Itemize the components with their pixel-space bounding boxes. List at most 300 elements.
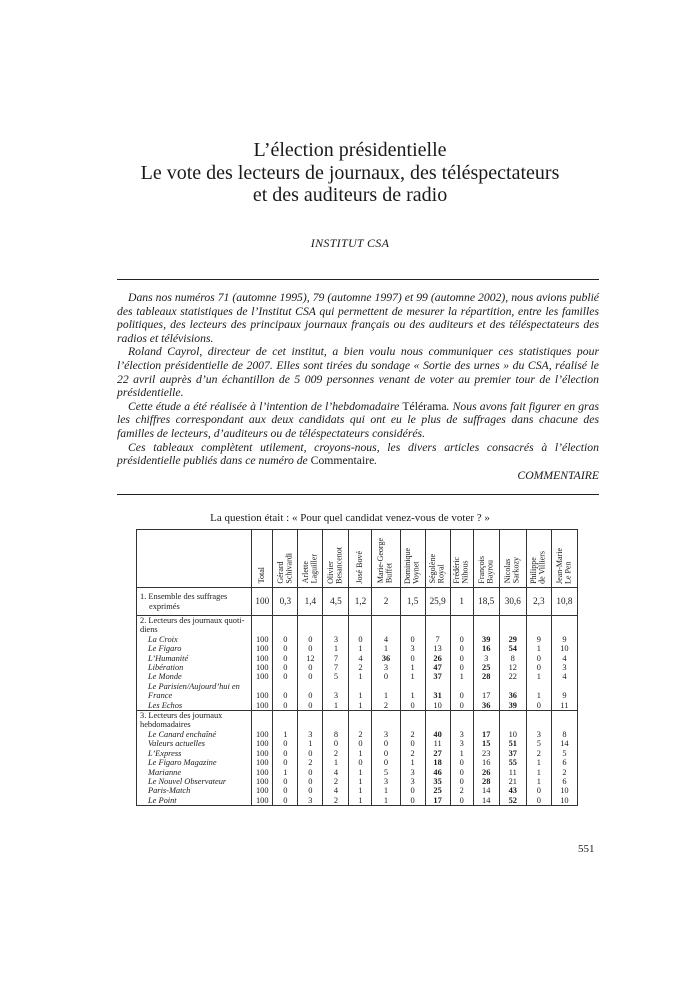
empty-cell bbox=[551, 616, 577, 626]
empty-cell bbox=[551, 720, 577, 729]
row-label: Le Point bbox=[137, 796, 252, 806]
empty-cell bbox=[526, 616, 551, 626]
empty-cell bbox=[551, 682, 577, 691]
value-cell: 28 bbox=[473, 777, 499, 786]
value-cell: 1 bbox=[400, 663, 425, 672]
value-cell: 0 bbox=[450, 635, 473, 644]
value-cell: 0 bbox=[298, 749, 323, 758]
value-cell: 4 bbox=[551, 654, 577, 663]
value-cell: 100 bbox=[252, 786, 273, 795]
empty-cell bbox=[400, 711, 425, 721]
table-row bbox=[137, 720, 578, 729]
value-cell: 11 bbox=[425, 739, 450, 748]
value-cell: 1 bbox=[450, 672, 473, 681]
value-cell: 16 bbox=[473, 644, 499, 653]
row-label: Le Parisien/Aujourd’hui en bbox=[137, 682, 252, 691]
table-row bbox=[137, 635, 578, 644]
row-label: Le Monde bbox=[137, 672, 252, 681]
value-cell: 100 bbox=[252, 701, 273, 711]
empty-cell bbox=[425, 616, 450, 626]
value-cell: 0 bbox=[400, 786, 425, 795]
row-label: Marianne bbox=[137, 768, 252, 777]
empty-cell bbox=[400, 625, 425, 634]
value-cell: 0 bbox=[349, 635, 372, 644]
value-cell: 17 bbox=[425, 796, 450, 806]
value-cell: 2 bbox=[372, 701, 400, 711]
intro-text bbox=[117, 291, 599, 468]
empty-cell bbox=[473, 682, 499, 691]
row-label: Paris-Match bbox=[137, 786, 252, 795]
intro-paragraph-3: Cette étude a été réalisée à l’intention de l’hebdomadaire Télérama. Nous avons fait figurer en gras les chiffres correspondant aux deux candidats qui ont eu le plus de suffrages dans chacune des familles de lecteurs, d’auditeurs ou de téléspectateurs considérés. bbox=[117, 399, 599, 440]
empty-cell bbox=[526, 682, 551, 691]
empty-cell bbox=[473, 625, 499, 634]
value-cell: 12 bbox=[298, 654, 323, 663]
empty-cell bbox=[252, 625, 273, 634]
value-cell: 1 bbox=[372, 796, 400, 806]
value-cell: 1 bbox=[273, 768, 298, 777]
empty-cell bbox=[298, 625, 323, 634]
empty-cell bbox=[372, 616, 400, 626]
value-cell: 1 bbox=[273, 730, 298, 739]
value-cell: 46 bbox=[425, 768, 450, 777]
top-divider bbox=[117, 279, 599, 280]
value-cell: 0 bbox=[298, 768, 323, 777]
value-cell: 1 bbox=[526, 777, 551, 786]
value-cell: 2 bbox=[551, 768, 577, 777]
value-cell: 3 bbox=[400, 768, 425, 777]
empty-cell bbox=[349, 625, 372, 634]
value-cell: 52 bbox=[499, 796, 526, 806]
value-cell: 4 bbox=[323, 768, 349, 777]
value-cell: 2 bbox=[349, 730, 372, 739]
value-cell: 39 bbox=[473, 635, 499, 644]
value-cell: 1,2 bbox=[349, 588, 372, 616]
value-cell: 3 bbox=[400, 644, 425, 653]
row-label: Le Nouvel Observateur bbox=[137, 777, 252, 786]
value-cell: 100 bbox=[252, 654, 273, 663]
value-cell: 0 bbox=[450, 701, 473, 711]
value-cell: 0 bbox=[298, 701, 323, 711]
value-cell: 17 bbox=[473, 730, 499, 739]
value-cell: 1 bbox=[323, 644, 349, 653]
header-blank-cell bbox=[137, 530, 252, 588]
empty-cell bbox=[450, 720, 473, 729]
value-cell: 8 bbox=[323, 730, 349, 739]
value-cell: 2 bbox=[323, 777, 349, 786]
table-row bbox=[137, 786, 578, 795]
empty-cell bbox=[372, 625, 400, 634]
empty-cell bbox=[252, 682, 273, 691]
value-cell: 100 bbox=[252, 691, 273, 700]
value-cell: 43 bbox=[499, 786, 526, 795]
value-cell: 1 bbox=[323, 701, 349, 711]
value-cell: 9 bbox=[551, 635, 577, 644]
row-label: La Croix bbox=[137, 635, 252, 644]
value-cell: 10,8 bbox=[551, 588, 577, 616]
value-cell: 5 bbox=[372, 768, 400, 777]
value-cell: 2 bbox=[400, 749, 425, 758]
empty-cell bbox=[298, 711, 323, 721]
value-cell: 0 bbox=[450, 691, 473, 700]
value-cell: 4 bbox=[372, 635, 400, 644]
value-cell: 0 bbox=[526, 796, 551, 806]
value-cell: 3 bbox=[473, 654, 499, 663]
table-row bbox=[137, 777, 578, 786]
value-cell: 4 bbox=[349, 654, 372, 663]
page-number: 551 bbox=[578, 843, 595, 855]
row-label: Libération bbox=[137, 663, 252, 672]
row-label: 3. Lecteurs des journaux bbox=[137, 711, 252, 721]
empty-cell bbox=[323, 616, 349, 626]
value-cell: 100 bbox=[252, 768, 273, 777]
value-cell: 1 bbox=[372, 644, 400, 653]
value-cell: 9 bbox=[551, 691, 577, 700]
value-cell: 3 bbox=[450, 730, 473, 739]
empty-cell bbox=[499, 720, 526, 729]
value-cell: 3 bbox=[372, 730, 400, 739]
column-header: Arlette Laguiller bbox=[298, 530, 323, 588]
row-label: Le Figaro Magazine bbox=[137, 758, 252, 767]
value-cell: 0 bbox=[273, 672, 298, 681]
value-cell: 0 bbox=[526, 786, 551, 795]
value-cell: 36 bbox=[372, 654, 400, 663]
value-cell: 0 bbox=[298, 691, 323, 700]
value-cell: 0 bbox=[400, 635, 425, 644]
value-cell: 0 bbox=[450, 663, 473, 672]
value-cell: 1 bbox=[349, 672, 372, 681]
value-cell: 4,5 bbox=[323, 588, 349, 616]
value-cell: 35 bbox=[425, 777, 450, 786]
row-label: 2. Lecteurs des journaux quoti- bbox=[137, 616, 252, 626]
article-subtitle-line1: Le vote des lecteurs de journaux, des téléspectateurs bbox=[140, 162, 560, 184]
value-cell: 1,5 bbox=[400, 588, 425, 616]
value-cell: 1 bbox=[349, 644, 372, 653]
value-cell: 1,4 bbox=[298, 588, 323, 616]
value-cell: 31 bbox=[425, 691, 450, 700]
table-row bbox=[137, 701, 578, 711]
bottom-divider bbox=[117, 494, 599, 495]
value-cell: 0 bbox=[273, 701, 298, 711]
empty-cell bbox=[349, 720, 372, 729]
value-cell: 1 bbox=[349, 701, 372, 711]
column-header: Philippe de Villiers bbox=[526, 530, 551, 588]
journal-name: Commentaire bbox=[310, 454, 375, 468]
value-cell: 3 bbox=[298, 730, 323, 739]
empty-cell bbox=[273, 711, 298, 721]
empty-cell bbox=[425, 720, 450, 729]
empty-cell bbox=[526, 625, 551, 634]
table-row bbox=[137, 644, 578, 653]
row-label: hebdomadaires bbox=[137, 720, 252, 729]
table-row-total bbox=[137, 588, 578, 616]
value-cell: 0 bbox=[450, 654, 473, 663]
value-cell: 100 bbox=[252, 730, 273, 739]
value-cell: 3 bbox=[400, 777, 425, 786]
value-cell: 0 bbox=[372, 739, 400, 748]
value-cell: 7 bbox=[323, 654, 349, 663]
table-row bbox=[137, 672, 578, 681]
value-cell: 0 bbox=[298, 672, 323, 681]
value-cell: 2 bbox=[298, 758, 323, 767]
table-row bbox=[137, 663, 578, 672]
empty-cell bbox=[400, 616, 425, 626]
value-cell: 2 bbox=[372, 588, 400, 616]
value-cell: 30,6 bbox=[499, 588, 526, 616]
value-cell: 40 bbox=[425, 730, 450, 739]
empty-cell bbox=[473, 711, 499, 721]
value-cell: 5 bbox=[323, 672, 349, 681]
value-cell: 0 bbox=[273, 663, 298, 672]
row-label: 1. Ensemble des suffrages exprimés bbox=[137, 588, 252, 616]
value-cell: 2 bbox=[526, 749, 551, 758]
value-cell: 2 bbox=[400, 730, 425, 739]
value-cell: 7 bbox=[425, 635, 450, 644]
row-label: L’Humanité bbox=[137, 654, 252, 663]
value-cell: 0 bbox=[400, 796, 425, 806]
value-cell: 18 bbox=[425, 758, 450, 767]
value-cell: 0 bbox=[298, 635, 323, 644]
value-cell: 9 bbox=[526, 635, 551, 644]
value-cell: 1 bbox=[349, 749, 372, 758]
row-label: Les Echos bbox=[137, 701, 252, 711]
empty-cell bbox=[473, 616, 499, 626]
empty-cell bbox=[252, 616, 273, 626]
value-cell: 2,3 bbox=[526, 588, 551, 616]
value-cell: 13 bbox=[425, 644, 450, 653]
empty-cell bbox=[323, 711, 349, 721]
empty-cell bbox=[499, 625, 526, 634]
value-cell: 37 bbox=[499, 749, 526, 758]
value-cell: 3 bbox=[450, 739, 473, 748]
value-cell: 0 bbox=[450, 796, 473, 806]
value-cell: 0 bbox=[298, 777, 323, 786]
value-cell: 0 bbox=[273, 796, 298, 806]
table-header-row bbox=[137, 530, 578, 588]
value-cell: 0,3 bbox=[273, 588, 298, 616]
value-cell: 0 bbox=[273, 635, 298, 644]
value-cell: 1 bbox=[349, 777, 372, 786]
value-cell: 100 bbox=[252, 749, 273, 758]
column-header: Frédéric Nihous bbox=[450, 530, 473, 588]
empty-cell bbox=[499, 616, 526, 626]
table-row bbox=[137, 758, 578, 767]
value-cell: 6 bbox=[551, 758, 577, 767]
row-label: France bbox=[137, 691, 252, 700]
value-cell: 3 bbox=[298, 796, 323, 806]
column-header: Dominique Voynet bbox=[400, 530, 425, 588]
column-header: Olivier Besancenot bbox=[323, 530, 349, 588]
value-cell: 0 bbox=[273, 777, 298, 786]
value-cell: 1 bbox=[323, 758, 349, 767]
value-cell: 1 bbox=[526, 691, 551, 700]
value-cell: 100 bbox=[252, 663, 273, 672]
empty-cell bbox=[450, 711, 473, 721]
value-cell: 3 bbox=[323, 691, 349, 700]
empty-cell bbox=[372, 682, 400, 691]
value-cell: 12 bbox=[499, 663, 526, 672]
value-cell: 11 bbox=[551, 701, 577, 711]
empty-cell bbox=[349, 616, 372, 626]
empty-cell bbox=[526, 711, 551, 721]
empty-cell bbox=[473, 720, 499, 729]
article-subtitle-line2: et des auditeurs de radio bbox=[252, 184, 448, 206]
value-cell: 0 bbox=[273, 739, 298, 748]
value-cell: 1 bbox=[349, 768, 372, 777]
table-row bbox=[137, 768, 578, 777]
value-cell: 16 bbox=[473, 758, 499, 767]
value-cell: 4 bbox=[323, 786, 349, 795]
value-cell: 37 bbox=[425, 672, 450, 681]
value-cell: 8 bbox=[499, 654, 526, 663]
value-cell: 0 bbox=[400, 739, 425, 748]
value-cell: 1 bbox=[526, 768, 551, 777]
value-cell: 100 bbox=[252, 635, 273, 644]
value-cell: 14 bbox=[551, 739, 577, 748]
value-cell: 1 bbox=[526, 644, 551, 653]
empty-cell bbox=[252, 711, 273, 721]
value-cell: 0 bbox=[273, 654, 298, 663]
value-cell: 0 bbox=[273, 691, 298, 700]
value-cell: 100 bbox=[252, 758, 273, 767]
value-cell: 15 bbox=[473, 739, 499, 748]
value-cell: 28 bbox=[473, 672, 499, 681]
empty-cell bbox=[499, 682, 526, 691]
value-cell: 1 bbox=[450, 749, 473, 758]
row-label: Le Canard enchaîné bbox=[137, 730, 252, 739]
value-cell: 1 bbox=[349, 796, 372, 806]
column-header: Total bbox=[252, 530, 273, 588]
column-header: François Bayrou bbox=[473, 530, 499, 588]
value-cell: 0 bbox=[372, 758, 400, 767]
table-row bbox=[137, 691, 578, 700]
value-cell: 55 bbox=[499, 758, 526, 767]
value-cell: 10 bbox=[551, 644, 577, 653]
value-cell: 1 bbox=[349, 786, 372, 795]
value-cell: 1 bbox=[526, 758, 551, 767]
value-cell: 2 bbox=[323, 749, 349, 758]
empty-cell bbox=[499, 711, 526, 721]
intro-paragraph-4: Ces tableaux complètent utilement, croyons-nous, les divers articles consacrés à l’élection présidentielle publiés dans ce numéro de Commentaire. bbox=[117, 440, 599, 468]
value-cell: 100 bbox=[252, 777, 273, 786]
value-cell: 0 bbox=[273, 786, 298, 795]
value-cell: 1 bbox=[349, 691, 372, 700]
column-header: Marie-George Buffet bbox=[372, 530, 400, 588]
value-cell: 1 bbox=[298, 739, 323, 748]
value-cell: 6 bbox=[551, 777, 577, 786]
row-label: L’Express bbox=[137, 749, 252, 758]
value-cell: 3 bbox=[372, 663, 400, 672]
empty-cell bbox=[425, 625, 450, 634]
value-cell: 100 bbox=[252, 796, 273, 806]
value-cell: 100 bbox=[252, 644, 273, 653]
value-cell: 0 bbox=[298, 786, 323, 795]
empty-cell bbox=[298, 616, 323, 626]
empty-cell bbox=[323, 720, 349, 729]
empty-cell bbox=[349, 682, 372, 691]
value-cell: 0 bbox=[273, 758, 298, 767]
publication-name: Télérama bbox=[402, 399, 447, 413]
table-row bbox=[137, 749, 578, 758]
row-label: Valeurs actuelles bbox=[137, 739, 252, 748]
column-header: Jean-Marie Le Pen bbox=[551, 530, 577, 588]
empty-cell bbox=[323, 682, 349, 691]
value-cell: 25 bbox=[425, 786, 450, 795]
value-cell: 0 bbox=[450, 644, 473, 653]
value-cell: 3 bbox=[372, 777, 400, 786]
value-cell: 0 bbox=[526, 663, 551, 672]
value-cell: 2 bbox=[349, 663, 372, 672]
value-cell: 47 bbox=[425, 663, 450, 672]
value-cell: 0 bbox=[526, 654, 551, 663]
value-cell: 0 bbox=[450, 758, 473, 767]
intro-paragraph-2: Roland Cayrol, directeur de cet institut, a bien voulu nous communiquer ces statistiques pour l’élection présidentielle de 2007. Elles sont tirées du sondage « Sortie des urnes » du CSA, réalisé le 22 avril auprès d’un échantillon de 5 009 personnes venant de voter au premier tour de l’élection présidentielle. bbox=[117, 345, 599, 400]
value-cell: 26 bbox=[473, 768, 499, 777]
value-cell: 0 bbox=[349, 739, 372, 748]
value-cell: 7 bbox=[323, 663, 349, 672]
value-cell: 25,9 bbox=[425, 588, 450, 616]
value-cell: 10 bbox=[551, 796, 577, 806]
value-cell: 11 bbox=[499, 768, 526, 777]
table-row bbox=[137, 711, 578, 721]
empty-cell bbox=[450, 616, 473, 626]
value-cell: 2 bbox=[323, 796, 349, 806]
empty-cell bbox=[551, 711, 577, 721]
value-cell: 0 bbox=[298, 663, 323, 672]
value-cell: 1 bbox=[400, 691, 425, 700]
value-cell: 0 bbox=[298, 644, 323, 653]
table-row bbox=[137, 654, 578, 663]
value-cell: 51 bbox=[499, 739, 526, 748]
article-title: L’élection présidentielle bbox=[253, 139, 447, 161]
empty-cell bbox=[400, 720, 425, 729]
value-cell: 0 bbox=[450, 768, 473, 777]
value-cell: 23 bbox=[473, 749, 499, 758]
column-header: Ségolène Royal bbox=[425, 530, 450, 588]
survey-question: La question était : « Pour quel candidat venez-vous de voter ? » bbox=[210, 512, 490, 524]
signature: COMMENTAIRE bbox=[517, 469, 599, 482]
value-cell: 21 bbox=[499, 777, 526, 786]
table-row bbox=[137, 616, 578, 626]
value-cell: 22 bbox=[499, 672, 526, 681]
value-cell: 14 bbox=[473, 796, 499, 806]
value-cell: 54 bbox=[499, 644, 526, 653]
value-cell: 25 bbox=[473, 663, 499, 672]
value-cell: 1 bbox=[400, 758, 425, 767]
empty-cell bbox=[425, 711, 450, 721]
value-cell: 0 bbox=[273, 749, 298, 758]
column-header: José Bové bbox=[349, 530, 372, 588]
value-cell: 1 bbox=[372, 691, 400, 700]
table-row bbox=[137, 796, 578, 806]
row-label: diens bbox=[137, 625, 252, 634]
empty-cell bbox=[450, 682, 473, 691]
value-cell: 100 bbox=[252, 672, 273, 681]
value-cell: 4 bbox=[551, 672, 577, 681]
empty-cell bbox=[551, 625, 577, 634]
value-cell: 1 bbox=[526, 672, 551, 681]
value-cell: 39 bbox=[499, 701, 526, 711]
value-cell: 8 bbox=[551, 730, 577, 739]
value-cell: 1 bbox=[400, 672, 425, 681]
table-row bbox=[137, 739, 578, 748]
value-cell: 1 bbox=[372, 786, 400, 795]
value-cell: 18,5 bbox=[473, 588, 499, 616]
value-cell: 0 bbox=[273, 644, 298, 653]
value-cell: 3 bbox=[551, 663, 577, 672]
empty-cell bbox=[425, 682, 450, 691]
empty-cell bbox=[273, 720, 298, 729]
table-row bbox=[137, 625, 578, 634]
